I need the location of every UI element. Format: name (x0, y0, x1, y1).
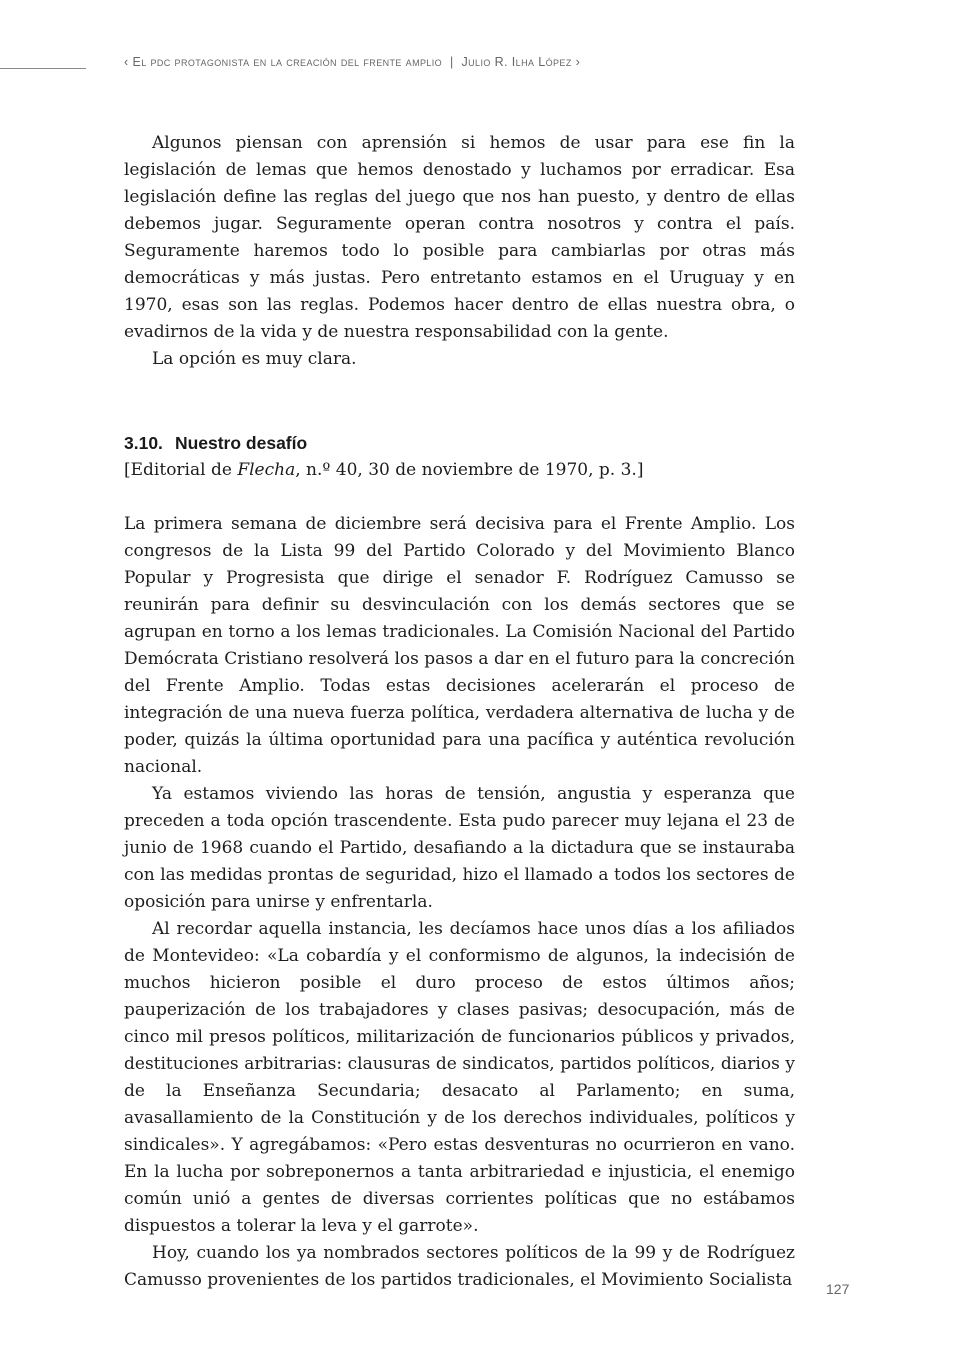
running-header (124, 55, 580, 69)
body-paragraph-2: Ya estamos viviendo las horas de tensión, angustia y esperanza que preceden a toda opción trascendente. Esta pudo parecer muy lejana el 23 de junio de 1968 cuando el Partido, desafiando a la dictadura que se instauraba con las medidas prontas de seguridad, hizo el llamado a todos los sectores de oposición para unirse y enfrentarla. (124, 784, 795, 912)
intro-paragraph-2: La opción es muy clara. (152, 349, 357, 369)
section-spacer (124, 484, 795, 511)
header-author: Julio R. Ilha López (461, 55, 572, 69)
header-right-angle: › (575, 55, 581, 69)
body-paragraph-1: La primera semana de diciembre será decisiva para el Frente Amplio. Los congresos de la Lista 99 del Partido Colorado y del Movimiento Blanco Popular y Progresista que dirige el senador F. Rodríguez Camusso se reunirán para definir su desvinculación con los demás sectores que se agrupan en torno a los lemas tradicionales. La Comisión Nacional del Partido Demócrata Cristiano resolverá los pasos a dar en el futuro para la concreción del Frente Amplio. Todas estas decisiones acelerarán el proceso de integración de una nueva fuerza política, verdadera alternativa de lucha y de poder, quizás la última oportunidad para una pacífica y auténtica revolución nacional. (124, 514, 795, 777)
source-citation (124, 457, 795, 484)
page-body (124, 130, 795, 1294)
page-number: 127 (826, 1281, 850, 1297)
header-left-angle: ‹ (124, 55, 129, 69)
source-prefix: [Editorial de (124, 460, 238, 480)
source-publication: Flecha (237, 460, 296, 480)
section-heading (124, 430, 795, 457)
header-separator: | (449, 55, 454, 69)
body-paragraph-4: Hoy, cuando los ya nombrados sectores políticos de la 99 y de Rodríguez Camusso provenientes de los partidos tradicionales, el Movimiento Socialista (124, 1243, 795, 1290)
intro-paragraph-1: Algunos piensan con aprensión si hemos de usar para ese fin la legislación de lemas que hemos denostado y luchamos por erradicar. Esa legislación define las reglas del juego que nos han puesto, y dentro de ellas debemos jugar. Seguramente operan contra nosotros y contra el país. Seguramente haremos todo lo posible para cambiarlas por otras más democráticas y más justas. Pero entretanto estamos en el Uruguay y en 1970, esas son las reglas. Podemos hacer dentro de ellas nuestra obra, o evadirnos de la vida y de nuestra responsabilidad con la gente. (124, 133, 795, 342)
source-suffix: , n.º 40, 30 de noviembre de 1970, p. 3.] (295, 460, 644, 480)
header-rule (0, 68, 86, 69)
header-book-title: El pdc protagonista en la creación del frente amplio (132, 55, 443, 69)
section-number: 3.10. (124, 433, 163, 453)
section-title: Nuestro desafío (174, 433, 308, 453)
body-paragraph-3: Al recordar aquella instancia, les decíamos hace unos días a los afiliados de Montevideo: «La cobardía y el conformismo de algunos, la indecisión de muchos hicieron posible el duro proceso de estos últimos años; pauperización de los trabajadores y clases pasivas; desocupación, más de cinco mil presos políticos, militarización de funcionarios públicos y privados, destituciones arbitrarias: clausuras de sindicatos, partidos políticos, diarios y de la Enseñanza Secundaria; desacato al Parlamento; en suma, avasallamiento de la Constitución y de los derechos individuales, políticos y sindicales». Y agregábamos: «Pero estas desventuras no ocurrieron en vano. En la lucha por sobreponernos a tanta arbitrariedad e injusticia, el enemigo común unió a gentes de diversas corrientes políticas que no estábamos dispuestos a tolerar la leva y el garrote». (124, 919, 795, 1236)
